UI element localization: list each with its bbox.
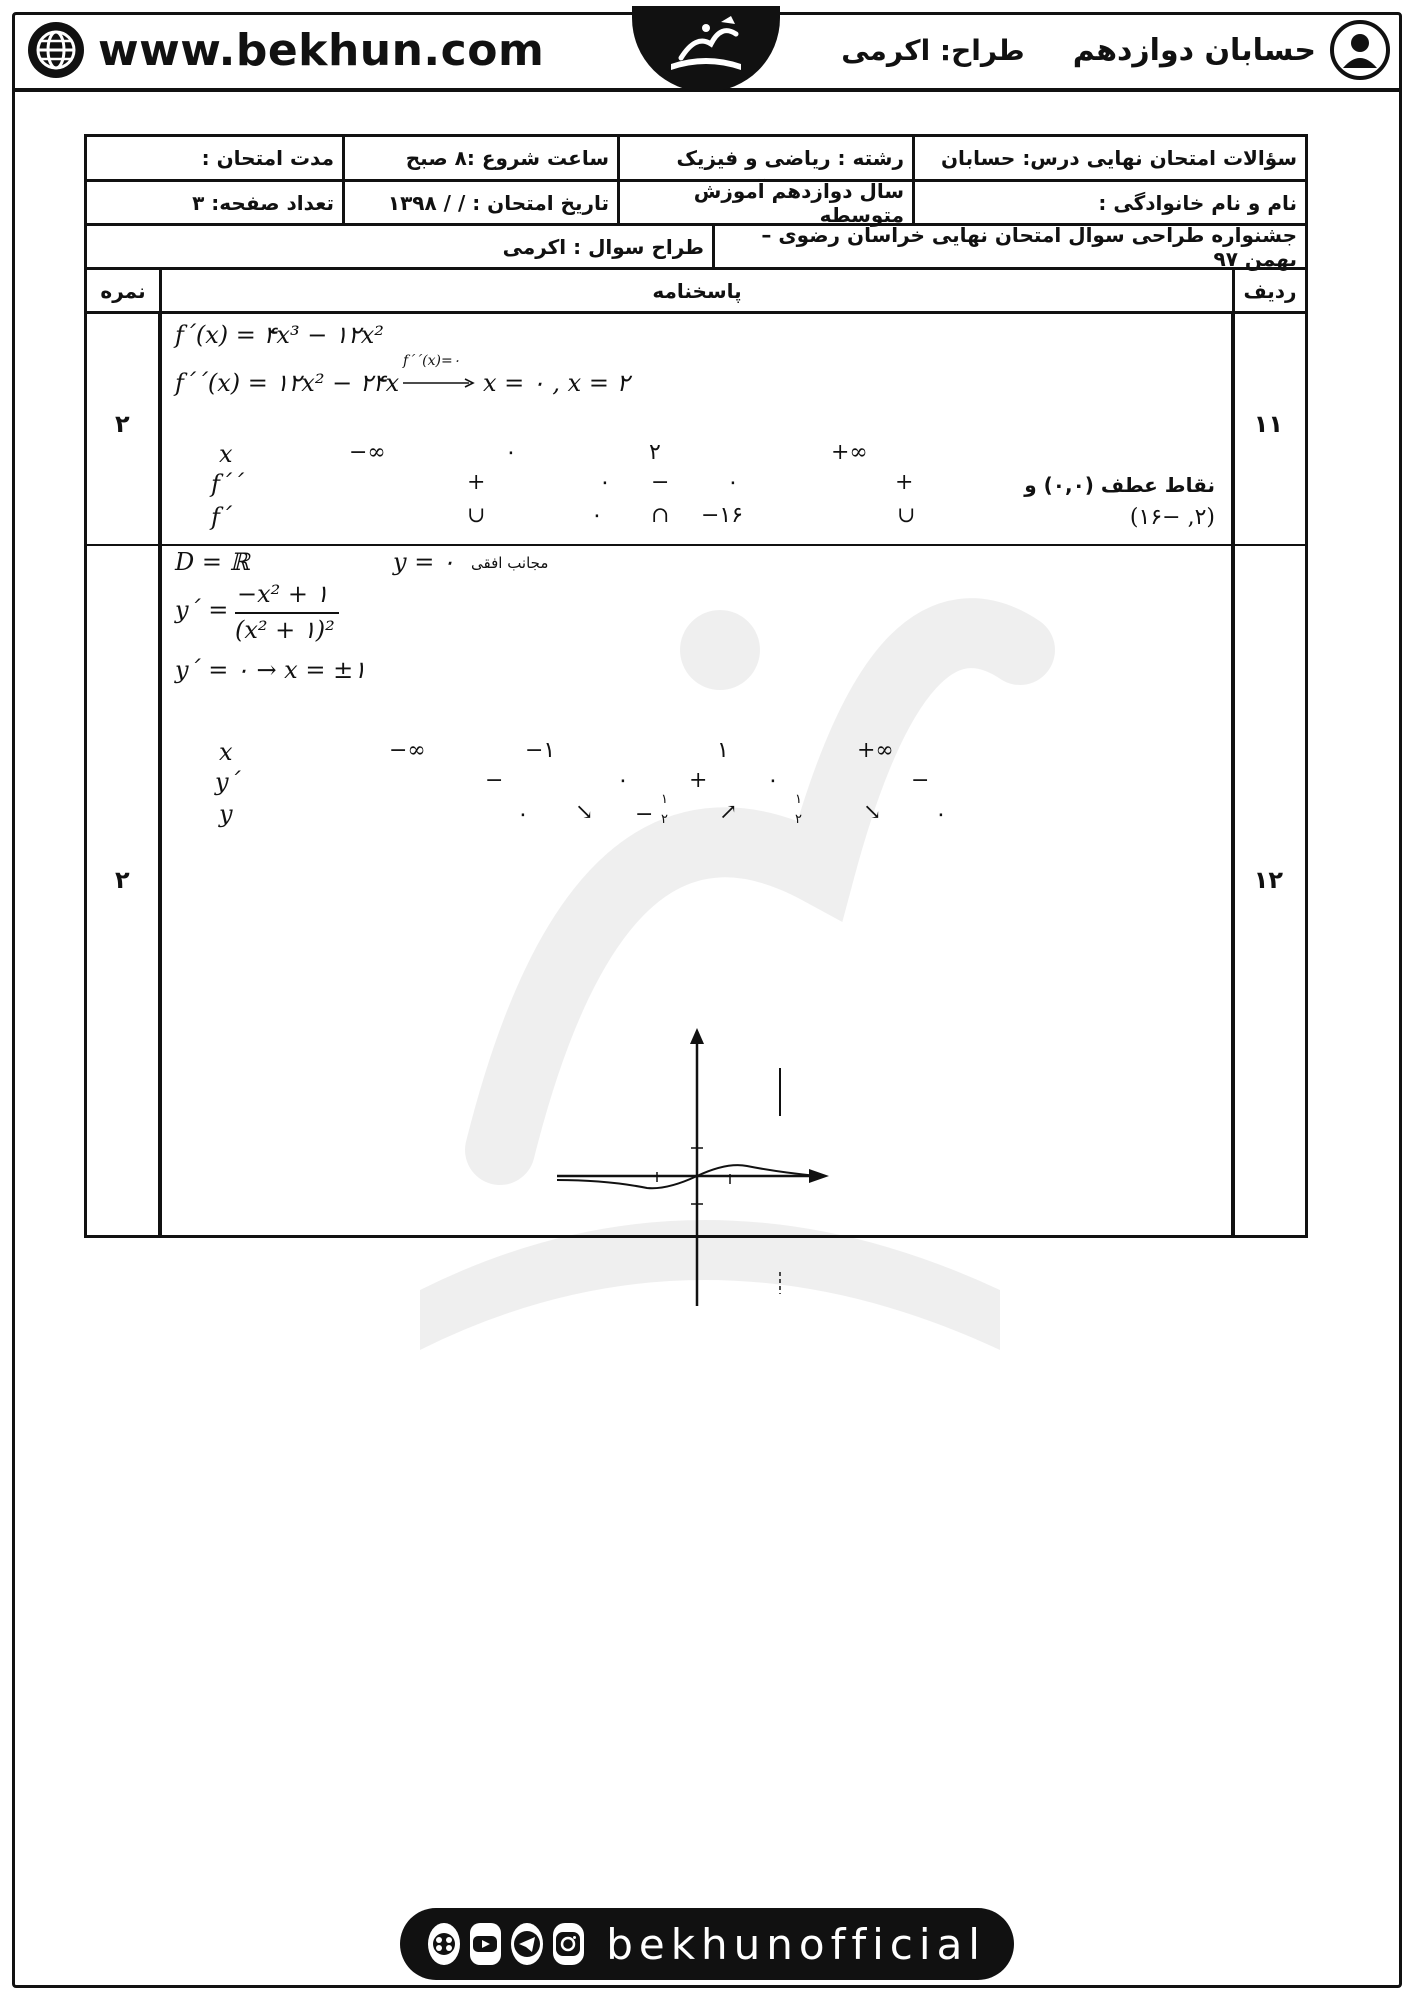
q11-table-f2-b: ۰ [599,470,611,495]
q12-table-yp-d: ۰ [767,768,779,793]
student-name-label: نام و نام خانوادگی : [1098,190,1297,215]
q12-table-yp-label: y΄ [215,768,241,796]
course-header [841,18,1390,82]
q12-table-y-a: ۰ [517,802,529,827]
y-axis-arrow-icon [690,1028,704,1044]
q11-table-x-label: x [219,440,233,468]
exam-info-row-2 [87,178,1305,227]
answer-sheet [84,134,1308,1238]
designer-name: طراح: اکرمی [841,33,1025,67]
q11-table-f2-c: − [651,470,670,495]
score-12: ۲ [115,866,130,894]
q11-table-f2-a: + [467,470,486,495]
q11-table-f-c: ∩ [651,503,670,528]
q11-roots: x = ۰ , x = ۲ [483,369,630,397]
q11-table-x2: ۰ [505,440,517,465]
site-url[interactable]: www.bekhun.com [98,24,545,76]
q12-table-yp-b: ۰ [617,768,629,793]
exam-info-row-1 [87,137,1305,182]
header-answer: پاسخنامه [652,278,742,303]
q12-table-y-label: y [219,800,233,828]
q12-table-x3: ۱ [717,738,729,763]
q12-table-y-c: − [635,802,654,827]
function-graph [547,1026,847,1316]
q12-table-y-b: ↘ [575,800,594,825]
course-title: حسابان دوازدهم [1072,32,1316,68]
q11-table-f2-e: + [895,470,914,495]
q12-asymptote: y = ۰ [393,548,455,576]
question-12-row [87,546,1305,1238]
q12-asymptote-label: مجانب افقی [471,554,549,572]
q12-table-x4: +∞ [857,738,894,763]
book-pen-icon [651,14,761,84]
q12-table-x2: −۱ [525,738,556,763]
q12-derivative-denominator: (x² + ۱)² [235,616,335,644]
q11-table-x4: +∞ [831,440,868,465]
page-count: تعداد صفحه: ۳ [192,190,334,215]
question-11-row [87,317,1305,544]
q11-table-f-a: ∪ [467,503,486,528]
festival-title: جشنواره طراحی سوال امتحان نهایی خراسان رضوی – بهمن ۹۷ [761,222,1297,271]
q11-arrow-label: f΄΄(x)=۰ [403,353,461,369]
question-designer: طراح سوال : اکرمی [502,234,704,259]
exam-start-time: ساعت شروع :۸ صبح [405,146,609,170]
table-header-row [87,270,1305,314]
q12-table-yp-e: − [911,768,930,793]
q11-table-f-e: ∪ [897,503,916,528]
q12-table-yp-a: − [485,768,504,793]
exam-info-row-3 [87,222,1305,271]
q12-table-y-c-num: ۱ [661,792,668,807]
bekhun-logo [632,6,780,92]
q12-critical-points: y΄ = ۰ → x = ±۱ [175,656,367,684]
telegram-icon[interactable] [511,1923,543,1965]
row-number-12: ۱۲ [1253,866,1283,894]
q11-table-f2-d: ۰ [727,470,739,495]
q12-table-y-e-num: ۱ [795,792,802,807]
fraction-bar [235,612,339,614]
aparat-icon[interactable] [428,1923,460,1965]
globe-icon [28,22,84,78]
q12-table-x1: −∞ [389,738,426,763]
q11-table-x1: −∞ [349,440,386,465]
q12-table-y-e-den: ۲ [795,812,802,827]
q11-inflection-point-2: (۲, −۱۶) [1129,505,1215,530]
exam-field: رشته : ریاضی و فیزیک [676,146,904,170]
q12-derivative-lhs: y΄ = [175,596,229,624]
q12-derivative-numerator: −x² + ۱ [237,580,329,608]
q12-table-x-label: x [219,738,233,766]
header-score: نمره [100,278,146,303]
youtube-icon[interactable] [470,1923,502,1965]
q12-table-y-f: ↘ [863,800,882,825]
q11-inflection-points: نقاط عطف (۰,۰) و [1024,473,1215,497]
exam-grade: سال دوازدهم آموزش متوسطه [693,178,904,227]
q12-table-y-c-den: ۲ [661,812,668,827]
social-handle[interactable]: bekhunofficial [606,1919,986,1969]
implies-arrow-icon [403,377,475,389]
social-footer [400,1908,1014,1980]
q11-first-derivative: f΄(x) = ۴x³ − ۱۲x² [175,321,384,349]
q12-table-y-d: ↗ [719,800,738,825]
q12-table-yp-c: + [689,768,708,793]
q12-table-y-g: ۰ [935,802,947,827]
q11-table-f2-label: f΄΄ [211,470,244,498]
row-number-11: ۱۱ [1253,410,1283,438]
q11-table-f-label: f΄ [211,503,232,531]
q11-table-f-b: ۰ [591,503,603,528]
exam-date: تاریخ امتحان : / / ۱۳۹۸ [387,190,609,215]
q11-table-f-d: −۱۶ [701,503,744,528]
site-link[interactable] [28,22,544,78]
instagram-icon[interactable] [553,1923,585,1965]
q12-domain: D = ℝ [175,548,250,576]
q11-second-derivative: f΄΄(x) = ۱۲x² − ۲۴x [175,369,400,397]
score-11: ۲ [115,410,130,438]
header-row-number: ردیف [1243,278,1297,303]
user-icon [1330,20,1390,80]
exam-duration: مدت امتحان : [201,146,334,170]
exam-title: سؤالات امتحان نهایی درس: حسابان [940,146,1297,170]
q11-table-x3: ۲ [649,440,661,465]
